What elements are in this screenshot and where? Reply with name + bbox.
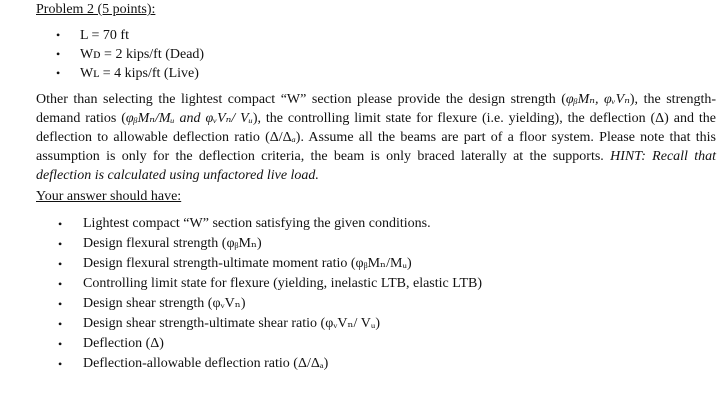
- bullet-icon: •: [58, 337, 63, 351]
- answer-item: [58, 214, 482, 234]
- given-item-text: L = 70 ft: [80, 28, 129, 43]
- answer-heading: Your answer should have:: [36, 189, 182, 204]
- bullet-icon: •: [58, 257, 63, 271]
- ratio-symbols: φᵦMₙ/Mᵤ and φᵥVₙ/ Vᵤ: [125, 111, 253, 126]
- answer-item-text: Deflection (Δ): [83, 336, 164, 351]
- bullet-icon: •: [58, 317, 63, 331]
- given-item-live-load: [56, 64, 204, 83]
- statement-part-1: Other than selecting the lightest compact “W” section please provide the design strength (: [36, 92, 566, 107]
- answer-item: [58, 254, 482, 274]
- bullet-icon: •: [56, 28, 61, 42]
- answer-item: [58, 274, 482, 294]
- statement-part-2: ), the strength-demand ratios (: [36, 92, 716, 126]
- answer-item-text: Lightest compact “W” section satisfying the given conditions.: [83, 216, 431, 231]
- given-item-text: Wʟ = 4 kips/ft (Live): [80, 66, 199, 81]
- bullet-icon: •: [56, 66, 61, 80]
- given-item-text: Wᴅ = 2 kips/ft (Dead): [80, 47, 205, 62]
- bullet-icon: •: [58, 357, 63, 371]
- problem-heading: Problem 2 (5 points):: [36, 2, 156, 17]
- statement-part-3: ), the controlling limit state for flexure (i.e. yielding), the deflection (Δ) and the deflection to allowable deflection ratio (Δ/Δ: [36, 111, 720, 145]
- answer-item: [58, 314, 482, 334]
- bullet-icon: •: [58, 297, 63, 311]
- hint-text: HINT: Recall that deflection is calculated using unfactored live load.: [36, 149, 720, 183]
- statement-part-4: ). Assume all the beams are part of a floor system. Please note that this assumption is only for the deflection criteria, the beam is only braced laterally at the supports.: [36, 130, 720, 164]
- bullet-icon: •: [58, 277, 63, 291]
- answer-item-text: Design flexural strength (φᵦMₙ): [83, 236, 262, 251]
- answer-item-text: Deflection-allowable deflection ratio (Δ/Δₐ): [83, 356, 329, 371]
- answer-item-text: Design flexural strength-ultimate moment ratio (φᵦMₙ/Mᵤ): [83, 256, 412, 271]
- answer-item: [58, 354, 482, 374]
- answer-item-text: Design shear strength-ultimate shear ratio (φᵥVₙ/ Vᵤ): [83, 316, 381, 331]
- bullet-icon: •: [58, 217, 63, 231]
- given-item-length: [56, 26, 204, 45]
- answer-item: [58, 334, 482, 354]
- allowable-subscript: ₐ: [291, 130, 296, 145]
- answer-item-text: Design shear strength (φᵥVₙ): [83, 296, 246, 311]
- design-strength-symbols: φᵦMₙ, φᵥVₙ: [565, 92, 630, 107]
- answer-list: [58, 214, 482, 374]
- bullet-icon: •: [56, 47, 61, 61]
- given-item-dead-load: [56, 45, 204, 64]
- given-list: [56, 26, 204, 83]
- problem-statement: [36, 90, 720, 185]
- bullet-icon: •: [58, 237, 63, 251]
- answer-item: [58, 234, 482, 254]
- answer-item-text: Controlling limit state for flexure (yielding, inelastic LTB, elastic LTB): [83, 276, 483, 291]
- answer-item: [58, 294, 482, 314]
